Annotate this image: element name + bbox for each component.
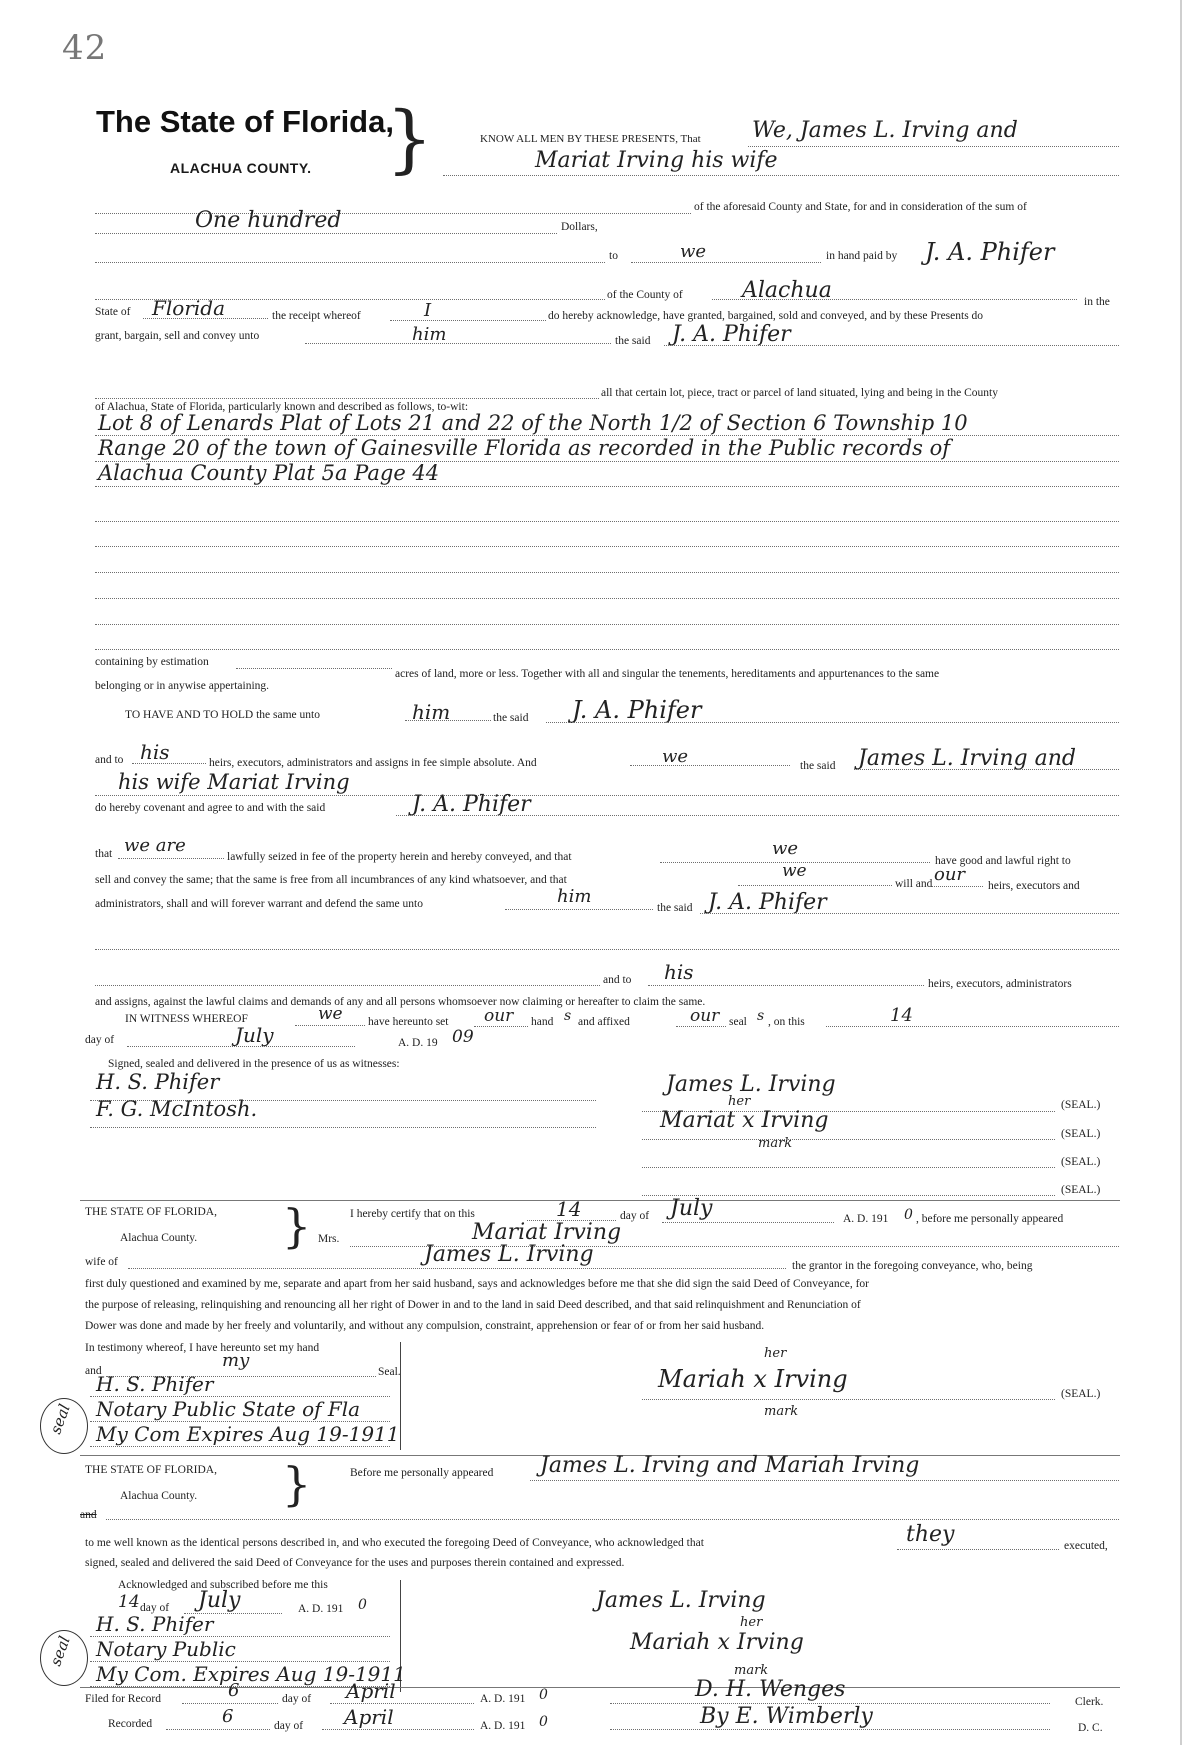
rule — [322, 1729, 474, 1730]
seal-stamp-text: seal — [46, 1401, 74, 1437]
sell-convey-text: sell and convey the same; that the same is free from all incumbrances of any kind whatsoever, and that — [95, 874, 567, 886]
in-hand-label: in hand paid by — [826, 250, 898, 262]
cert1-year: 0 — [904, 1207, 913, 1223]
cert2-day: 14 — [118, 1592, 140, 1612]
payer-name: J. A. Phifer — [925, 238, 1055, 266]
to-have-value: him — [412, 700, 451, 724]
rule — [95, 213, 691, 214]
seal-label: (SEAL.) — [1061, 1388, 1101, 1400]
page-edge — [1180, 0, 1182, 1745]
filed-year: 0 — [539, 1687, 548, 1703]
seal-label: (SEAL.) — [1061, 1099, 1101, 1111]
header-brace: } — [386, 96, 434, 182]
signer1: James L. Irving — [666, 1072, 836, 1097]
rule — [505, 909, 653, 910]
her-label: her — [740, 1615, 763, 1630]
day-of-label: day of — [140, 1602, 170, 1614]
certify-text: I hereby certify that on this — [350, 1208, 475, 1220]
rule — [95, 985, 600, 986]
and-to-value: his — [140, 740, 170, 764]
cert2-signer1: James L. Irving — [596, 1588, 766, 1613]
set-value: our — [484, 1006, 514, 1026]
rule — [305, 343, 611, 344]
cert1-notary2: Notary Public State of Fla — [96, 1397, 361, 1421]
on-this-label: , on this — [768, 1016, 805, 1028]
section-divider — [80, 1200, 1120, 1201]
rule — [95, 624, 1119, 625]
clerk-label: Clerk. — [1075, 1696, 1104, 1708]
cert2-year: 0 — [358, 1597, 367, 1613]
rule — [662, 1222, 834, 1223]
in-the-label: in the — [1084, 296, 1110, 308]
seal-value: s — [757, 1008, 765, 1024]
rule — [700, 913, 1119, 914]
rule — [95, 572, 1119, 573]
recorded-label: Recorded — [108, 1718, 153, 1730]
seal-word: Seal. — [378, 1366, 401, 1378]
have-hereunto-label: have hereunto set — [368, 1016, 449, 1028]
receipt-value: I — [424, 300, 432, 321]
known-value: they — [906, 1522, 955, 1547]
rule — [95, 598, 1119, 599]
clerk-signature: D. H. Wenges — [695, 1677, 846, 1702]
consideration-text: of the aforesaid County and State, for and in consideration of the sum of — [694, 201, 1027, 213]
before-text: Before me personally appeared — [350, 1467, 494, 1479]
cert1-line3: Dower was done and made by her freely and voluntarily, and without any compulsion, constraint, apprehension or fear of or from her said husband. — [85, 1320, 765, 1332]
grant-unto-label: grant, bargain, sell and convey unto — [95, 330, 260, 342]
grantor-names-line2: his wife Mariat Irving — [118, 770, 350, 794]
before-value: James L. Irving and Mariah Irving — [540, 1453, 920, 1478]
rule — [95, 521, 1119, 522]
description-line1: Lot 8 of Lenards Plat of Lots 21 and 22 of the North 1/2 of Section 6 Township 10 — [98, 411, 968, 435]
notary-bracket — [400, 1342, 401, 1450]
cert1-notary1: H. S. Phifer — [96, 1372, 214, 1396]
receipt-label: the receipt whereof — [272, 310, 361, 322]
day-of-label: day of — [85, 1034, 115, 1046]
rule — [132, 763, 206, 764]
cert2-signer2: Mariah x Irving — [630, 1630, 804, 1655]
consideration-amount: One hundred — [195, 208, 342, 233]
rule — [664, 345, 1119, 346]
ad-label: A. D. 191 — [843, 1213, 889, 1225]
cert1-line1: first duly questioned and examined by me, separate and apart from her said husband, says and acknowledges before me that she did sign the said Deed of Conveyance, for — [85, 1278, 869, 1290]
seal-label: seal — [729, 1016, 747, 1028]
admin-grantee: J. A. Phifer — [708, 890, 827, 915]
day-of-label: day of — [620, 1210, 650, 1222]
rule — [95, 546, 1119, 547]
filed-month: April — [346, 1679, 396, 1703]
cert1-county: Alachua County. — [120, 1232, 198, 1244]
the-said-label: the said — [615, 335, 651, 347]
rule — [95, 949, 1119, 950]
seal-label: (SEAL.) — [1061, 1184, 1101, 1196]
covenant-value: J. A. Phifer — [412, 792, 531, 817]
cert2-notary2: Notary Public — [96, 1637, 236, 1661]
and-value: my — [222, 1350, 250, 1371]
grantor-text: the grantor in the foregoing conveyance, who, being — [792, 1260, 1033, 1272]
description-line3: Alachua County Plat 5a Page 44 — [98, 461, 440, 485]
mark-label: mark — [734, 1663, 769, 1678]
cert1-month: July — [670, 1196, 713, 1221]
rule — [90, 1446, 390, 1447]
and-value: we — [662, 746, 689, 767]
rule — [390, 320, 546, 321]
description-line2: Range 20 of the town of Gainesville Florida as recorded in the Public records of — [98, 436, 951, 460]
cert2-notary1: H. S. Phifer — [96, 1612, 214, 1636]
affixed-value: our — [690, 1006, 720, 1026]
before-me-text: , before me personally appeared — [916, 1213, 1064, 1225]
have-good-text: have good and lawful right to — [935, 855, 1071, 867]
ad-label: A. D. 191 — [298, 1603, 344, 1615]
day-of-label: day of — [274, 1720, 304, 1732]
seal-stamp-text: seal — [46, 1633, 74, 1669]
heirs-exec-text: heirs, executors, administrators and assigns in fee simple absolute. And — [209, 757, 537, 769]
rule — [854, 769, 1119, 770]
cert1-notary3: My Com Expires Aug 19-1911 — [96, 1422, 400, 1446]
in-witness-value: we — [318, 1004, 343, 1024]
grantee-name: J. A. Phifer — [672, 322, 791, 347]
know-all-text: KNOW ALL MEN BY THESE PRESENTS, That — [480, 133, 701, 145]
rule — [295, 1025, 365, 1026]
cert2-month: July — [198, 1588, 241, 1613]
rule — [738, 885, 892, 886]
hand-value: s — [564, 1008, 572, 1024]
cert2-brace: } — [282, 1457, 312, 1511]
day-of-label: day of — [282, 1693, 312, 1705]
rule — [95, 649, 1119, 650]
rule — [95, 795, 1119, 796]
rule — [630, 765, 790, 766]
mark-label: mark — [764, 1404, 799, 1419]
heirs-exec2-text: heirs, executors and — [988, 880, 1080, 892]
rule — [95, 486, 1119, 487]
signed-text: Signed, sealed and delivered in the presence of us as witnesses: — [108, 1058, 400, 1070]
acknowledged-text: Acknowledged and subscribed before me this — [118, 1579, 328, 1591]
rule — [631, 262, 821, 263]
belonging-text: belonging or in anywise appertaining. — [95, 680, 270, 692]
county-value: Alachua — [742, 278, 832, 303]
covenant-label: do hereby covenant and agree to and with the said — [95, 802, 326, 814]
grantee-name: J. A. Phifer — [572, 696, 702, 724]
all-that-text: all that certain lot, piece, tract or parcel of land situated, lying and being in the County — [601, 387, 998, 399]
mrs-label: Mrs. — [318, 1233, 340, 1245]
grantors-line2-rule — [443, 175, 1119, 176]
cert1-line2: the purpose of releasing, relinquishing and renouncing all her right of Dower in and to the land in said Deed described, and that said relinquishment and Renunciation of — [85, 1299, 861, 1311]
rule — [166, 1729, 270, 1730]
ad-label: A. D. 191 — [480, 1693, 526, 1705]
mrs-value: Mariat Irving — [472, 1220, 622, 1245]
filed-day: 6 — [228, 1680, 240, 1701]
rule — [897, 1549, 1059, 1550]
state-of-label: State of — [95, 306, 131, 318]
rule — [95, 262, 605, 263]
filed-label: Filed for Record — [85, 1693, 162, 1705]
heirs-admin-text: heirs, executors, administrators — [928, 978, 1072, 990]
signed-line: signed, sealed and delivered the said Deed of Conveyance for the uses and purposes therein contained and expressed. — [85, 1557, 625, 1569]
the-said-label: the said — [657, 902, 693, 914]
rule — [182, 1703, 278, 1704]
testimony-text: In testimony whereof, I have hereunto set my hand — [85, 1342, 320, 1354]
grantors-line1-rule — [748, 146, 1119, 147]
witness2: F. G. McIntosh. — [96, 1097, 258, 1121]
rule — [474, 1026, 528, 1027]
rule — [118, 858, 224, 859]
the-said-label: the said — [493, 712, 529, 724]
cert1-brace: } — [282, 1199, 312, 1253]
ad-label: A. D. 19 — [398, 1037, 438, 1049]
grantor-names: James L. Irving and — [858, 746, 1076, 771]
and-to-label: and to — [95, 754, 124, 766]
wife-of-label: wife of — [85, 1256, 118, 1268]
cert2-state: THE STATE OF FLORIDA, — [85, 1464, 217, 1476]
document-title: The State of Florida, — [96, 104, 394, 139]
acres-text: acres of land, more or less. Together with all and singular the tenements, hereditaments and appurtenances to the same — [395, 668, 940, 680]
rule — [127, 1046, 355, 1047]
hand-label: hand — [531, 1016, 554, 1028]
recorded-month: April — [344, 1705, 394, 1729]
admin-value: him — [557, 886, 592, 907]
dc-label: D. C. — [1078, 1722, 1103, 1734]
county-heading: ALACHUA COUNTY. — [170, 160, 312, 176]
and-affixed-label: and affixed — [578, 1016, 630, 1028]
seal-label: (SEAL.) — [1061, 1156, 1101, 1168]
rule — [712, 299, 1077, 300]
page-number: 42 — [62, 28, 108, 68]
rule — [642, 1399, 1055, 1400]
cert1-signer: Mariah x Irving — [658, 1365, 848, 1393]
signer2: Mariat x Irving — [660, 1108, 829, 1133]
rule — [330, 1703, 474, 1704]
to-label: to — [609, 250, 618, 262]
year-value: 09 — [452, 1027, 474, 1047]
rule — [236, 668, 392, 669]
rule — [676, 1026, 726, 1027]
of-county-label: of the County of — [607, 289, 683, 301]
rule — [928, 886, 983, 887]
rule — [106, 1519, 1119, 1520]
assigns-text: and assigns, against the lawful claims and demands of any and all persons whomsoever now claiming or hereafter to claim the same. — [95, 996, 706, 1008]
grantors-line2: Mariat Irving his wife — [535, 148, 778, 173]
and-label: and — [85, 1365, 102, 1377]
rule — [95, 233, 557, 234]
ad-label: A. D. 191 — [480, 1720, 526, 1732]
recorded-day: 6 — [222, 1706, 234, 1727]
month-value: July — [235, 1023, 274, 1047]
mark-label: mark — [758, 1136, 793, 1151]
her-label: her — [764, 1346, 787, 1361]
grant-unto-value: him — [412, 324, 447, 345]
rule — [143, 318, 268, 319]
grantors-line1: We, James L. Irving and — [752, 118, 1018, 143]
rule — [530, 1480, 1119, 1481]
rule — [610, 1729, 1050, 1730]
rule — [642, 1139, 1055, 1140]
cert2-notary3: My Com. Expires Aug 19-1911 — [96, 1662, 406, 1686]
executed-label: executed, — [1064, 1540, 1108, 1552]
rule — [396, 815, 1119, 816]
known-text: to me well known as the identical persons described in, and who executed the foregoing Deed of Conveyance, who acknowledged that — [85, 1537, 704, 1549]
rule — [405, 720, 491, 721]
recorded-year: 0 — [539, 1714, 548, 1730]
do-hereby-text: do hereby acknowledge, have granted, bargained, sold and conveyed, and by these Presents do — [548, 310, 984, 322]
wife-of-value: James L. Irving — [424, 1242, 594, 1267]
of-alachua-text: of Alachua, State of Florida, particularly known and described as follows, to-wit: — [95, 401, 469, 413]
rule — [642, 1167, 1055, 1168]
lawfully-value: we — [772, 838, 799, 859]
in-witness-label: IN WITNESS WHEREOF — [125, 1013, 248, 1025]
to-have-label: TO HAVE AND TO HOLD the same unto — [125, 709, 320, 721]
state-value: Florida — [152, 296, 225, 320]
and-to2-value: his — [664, 960, 694, 984]
her-label: her — [728, 1094, 751, 1109]
to-value: we — [680, 241, 707, 262]
deputy-signature: By E. Wimberly — [700, 1704, 873, 1729]
sell-value: we — [782, 861, 807, 881]
lawfully-text: lawfully seized in fee of the property herein and hereby conveyed, and that — [227, 851, 572, 863]
witness1: H. S. Phifer — [96, 1070, 220, 1094]
cert1-state: THE STATE OF FLORIDA, — [85, 1206, 217, 1218]
seal-label: (SEAL.) — [1061, 1128, 1101, 1140]
rule — [648, 985, 924, 986]
rule — [546, 722, 1119, 723]
and-to-label: and to — [603, 974, 632, 986]
dollars-label: Dollars, — [561, 221, 598, 233]
administrators-text: administrators, shall and will forever warrant and defend the same unto — [95, 898, 423, 910]
will-and-label: will and — [895, 878, 933, 890]
rule — [128, 1268, 786, 1269]
rule — [95, 398, 599, 399]
rule — [90, 1127, 596, 1128]
and-strike: and — [80, 1509, 97, 1521]
that-label: that — [95, 848, 113, 860]
that-value: we are — [124, 835, 186, 856]
rule — [826, 1026, 1119, 1027]
containing-label: containing by estimation — [95, 656, 209, 668]
cert1-day: 14 — [556, 1197, 582, 1221]
will-value: our — [934, 864, 966, 885]
day-value: 14 — [890, 1005, 913, 1026]
cert2-county: Alachua County. — [120, 1490, 198, 1502]
the-said-label: the said — [800, 760, 836, 772]
